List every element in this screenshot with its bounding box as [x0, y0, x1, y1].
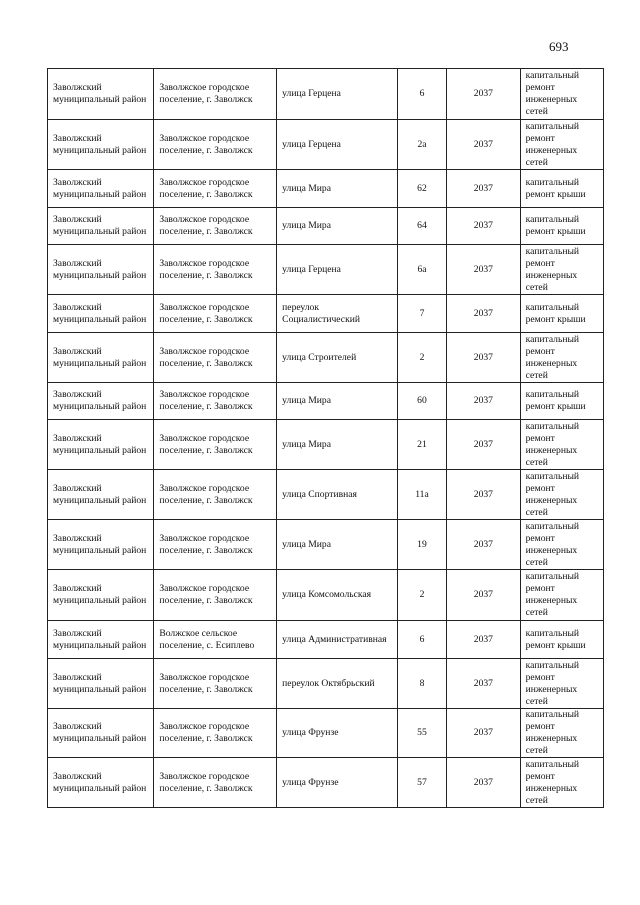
- table-row: [48, 520, 604, 570]
- table-row: [48, 621, 604, 659]
- work-type-cell: капитальный ремонт инженерных сетей: [520, 758, 603, 808]
- street-cell: улица Герцена: [277, 120, 398, 170]
- year-cell: 2037: [447, 570, 520, 621]
- table-row: [48, 659, 604, 709]
- year-cell: 2037: [447, 621, 520, 659]
- page-number: 693: [549, 39, 569, 54]
- house-number-cell: 21: [397, 420, 446, 470]
- work-type-cell: капитальный ремонт крыши: [520, 208, 603, 245]
- street-cell: улица Фрунзе: [277, 758, 398, 808]
- district-cell: Заволжский муниципальный район: [48, 120, 154, 170]
- house-number-cell: 19: [397, 520, 446, 570]
- settlement-cell: Заволжское городское поселение, г. Заволжск: [154, 470, 277, 520]
- district-cell: Заволжский муниципальный район: [48, 170, 154, 208]
- table-row: [48, 295, 604, 333]
- district-cell: Заволжский муниципальный район: [48, 333, 154, 383]
- house-number-cell: 2а: [397, 120, 446, 170]
- district-cell: Заволжский муниципальный район: [48, 420, 154, 470]
- street-cell: улица Мира: [277, 420, 398, 470]
- street-cell: улица Мира: [277, 383, 398, 420]
- settlement-cell: Заволжское городское поселение, г. Заволжск: [154, 420, 277, 470]
- year-cell: 2037: [447, 758, 520, 808]
- table-row: [48, 758, 604, 808]
- table-row: [48, 420, 604, 470]
- year-cell: 2037: [447, 333, 520, 383]
- house-number-cell: 57: [397, 758, 446, 808]
- settlement-cell: Заволжское городское поселение, г. Заволжск: [154, 245, 277, 295]
- district-cell: Заволжский муниципальный район: [48, 470, 154, 520]
- table-row: [48, 170, 604, 208]
- settlement-cell: Заволжское городское поселение, г. Заволжск: [154, 709, 277, 758]
- settlement-cell: Заволжское городское поселение, г. Заволжск: [154, 758, 277, 808]
- house-number-cell: 7: [397, 295, 446, 333]
- table-row: [48, 208, 604, 245]
- street-cell: улица Мира: [277, 170, 398, 208]
- street-cell: улица Герцена: [277, 245, 398, 295]
- street-cell: улица Спортивная: [277, 470, 398, 520]
- table-row: [48, 245, 604, 295]
- work-type-cell: капитальный ремонт инженерных сетей: [520, 69, 603, 120]
- settlement-cell: Заволжское городское поселение, г. Заволжск: [154, 208, 277, 245]
- year-cell: 2037: [447, 69, 520, 120]
- street-cell: улица Строителей: [277, 333, 398, 383]
- district-cell: Заволжский муниципальный район: [48, 295, 154, 333]
- street-cell: улица Фрунзе: [277, 709, 398, 758]
- year-cell: 2037: [447, 295, 520, 333]
- settlement-cell: Заволжское городское поселение, г. Заволжск: [154, 120, 277, 170]
- street-cell: улица Комсомольская: [277, 570, 398, 621]
- table-row: [48, 709, 604, 758]
- work-type-cell: капитальный ремонт крыши: [520, 621, 603, 659]
- table-body: [48, 69, 604, 808]
- year-cell: 2037: [447, 120, 520, 170]
- year-cell: 2037: [447, 520, 520, 570]
- table-row: [48, 333, 604, 383]
- table-row: [48, 470, 604, 520]
- house-number-cell: 6: [397, 69, 446, 120]
- year-cell: 2037: [447, 170, 520, 208]
- house-number-cell: 11а: [397, 470, 446, 520]
- table-row: [48, 570, 604, 621]
- year-cell: 2037: [447, 470, 520, 520]
- house-number-cell: 8: [397, 659, 446, 709]
- house-number-cell: 2: [397, 333, 446, 383]
- settlement-cell: Заволжское городское поселение, г. Заволжск: [154, 69, 277, 120]
- work-type-cell: капитальный ремонт крыши: [520, 170, 603, 208]
- year-cell: 2037: [447, 245, 520, 295]
- house-number-cell: 62: [397, 170, 446, 208]
- district-cell: Заволжский муниципальный район: [48, 659, 154, 709]
- house-number-cell: 2: [397, 570, 446, 621]
- year-cell: 2037: [447, 709, 520, 758]
- house-number-cell: 55: [397, 709, 446, 758]
- table-row: [48, 383, 604, 420]
- street-cell: улица Герцена: [277, 69, 398, 120]
- house-number-cell: 6а: [397, 245, 446, 295]
- district-cell: Заволжский муниципальный район: [48, 69, 154, 120]
- street-cell: улица Мира: [277, 208, 398, 245]
- settlement-cell: Заволжское городское поселение, г. Заволжск: [154, 170, 277, 208]
- table-row: [48, 120, 604, 170]
- work-type-cell: капитальный ремонт инженерных сетей: [520, 245, 603, 295]
- year-cell: 2037: [447, 208, 520, 245]
- work-type-cell: капитальный ремонт инженерных сетей: [520, 520, 603, 570]
- settlement-cell: Заволжское городское поселение, г. Заволжск: [154, 295, 277, 333]
- table-row: [48, 69, 604, 120]
- settlement-cell: Заволжское городское поселение, г. Заволжск: [154, 383, 277, 420]
- house-number-cell: 64: [397, 208, 446, 245]
- district-cell: Заволжский муниципальный район: [48, 520, 154, 570]
- street-cell: улица Мира: [277, 520, 398, 570]
- work-type-cell: капитальный ремонт крыши: [520, 295, 603, 333]
- work-type-cell: капитальный ремонт инженерных сетей: [520, 570, 603, 621]
- district-cell: Заволжский муниципальный район: [48, 709, 154, 758]
- district-cell: Заволжский муниципальный район: [48, 621, 154, 659]
- street-cell: переулок Октябрьский: [277, 659, 398, 709]
- work-type-cell: капитальный ремонт инженерных сетей: [520, 420, 603, 470]
- district-cell: Заволжский муниципальный район: [48, 570, 154, 621]
- street-cell: улица Административная: [277, 621, 398, 659]
- year-cell: 2037: [447, 383, 520, 420]
- work-type-cell: капитальный ремонт инженерных сетей: [520, 470, 603, 520]
- settlement-cell: Заволжское городское поселение, г. Заволжск: [154, 570, 277, 621]
- street-cell: переулок Социалистический: [277, 295, 398, 333]
- work-type-cell: капитальный ремонт инженерных сетей: [520, 120, 603, 170]
- district-cell: Заволжский муниципальный район: [48, 208, 154, 245]
- settlement-cell: Волжское сельское поселение, с. Есиплево: [154, 621, 277, 659]
- settlement-cell: Заволжское городское поселение, г. Заволжск: [154, 333, 277, 383]
- housing-repair-table: [47, 68, 604, 808]
- settlement-cell: Заволжское городское поселение, г. Заволжск: [154, 659, 277, 709]
- work-type-cell: капитальный ремонт инженерных сетей: [520, 333, 603, 383]
- house-number-cell: 60: [397, 383, 446, 420]
- year-cell: 2037: [447, 659, 520, 709]
- district-cell: Заволжский муниципальный район: [48, 758, 154, 808]
- year-cell: 2037: [447, 420, 520, 470]
- house-number-cell: 6: [397, 621, 446, 659]
- work-type-cell: капитальный ремонт инженерных сетей: [520, 659, 603, 709]
- district-cell: Заволжский муниципальный район: [48, 383, 154, 420]
- district-cell: Заволжский муниципальный район: [48, 245, 154, 295]
- work-type-cell: капитальный ремонт инженерных сетей: [520, 709, 603, 758]
- settlement-cell: Заволжское городское поселение, г. Заволжск: [154, 520, 277, 570]
- work-type-cell: капитальный ремонт крыши: [520, 383, 603, 420]
